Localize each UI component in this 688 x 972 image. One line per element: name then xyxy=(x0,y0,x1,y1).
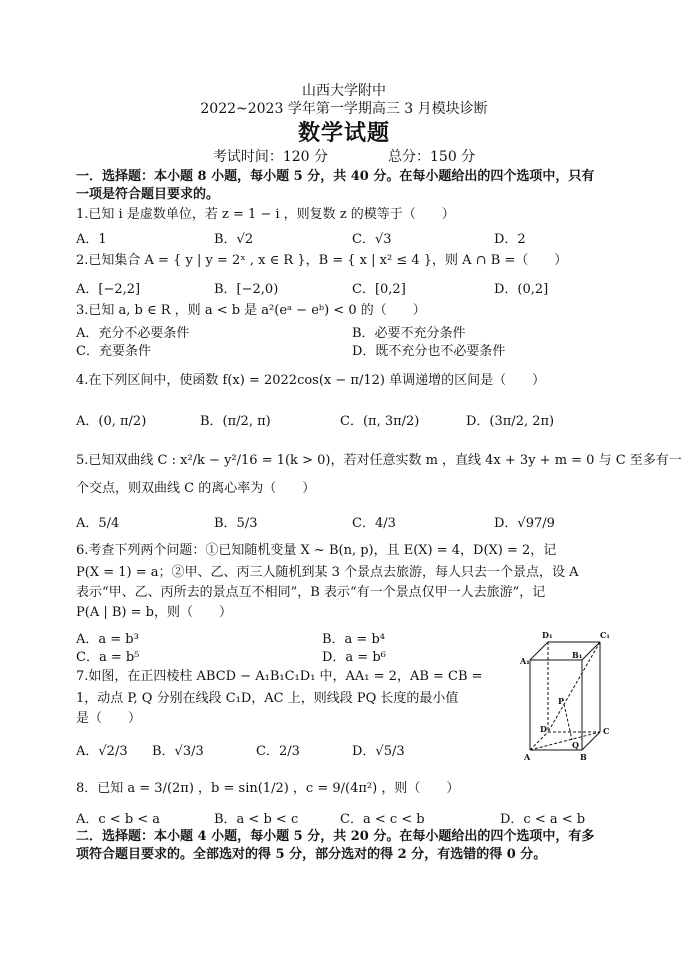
q4-stem: 4.在下列区间中，使函数 f(x) = 2022cos(x − π/12) 单调递增的区间是（ ） xyxy=(76,373,546,388)
q7-option-b: B．√3/3 xyxy=(152,744,204,759)
q8-option-c: C．a < c < b xyxy=(340,812,425,827)
fig-label-a: A xyxy=(524,752,531,762)
q6-option-d: D．a = b⁶ xyxy=(322,650,386,665)
fig-label-c: C xyxy=(603,726,610,736)
q6-option-a: A．a = b³ xyxy=(76,632,139,647)
edge-a1d1 xyxy=(530,642,548,660)
q2-option-d: D．(0,2] xyxy=(494,282,549,297)
q4-option-b: B．(π/2, π) xyxy=(200,414,271,429)
segment-pq xyxy=(564,704,572,740)
q4-option-a: A．(0, π/2) xyxy=(76,414,147,429)
exam-total: 总分：150 分 xyxy=(388,149,476,165)
q4-option-d: D．(3π/2, 2π) xyxy=(466,414,555,429)
fig-label-d: D xyxy=(540,724,547,734)
q5-option-c: C．4/3 xyxy=(352,516,396,531)
fig-label-d1: D₁ xyxy=(542,630,553,640)
q2-option-a: A．[−2,2] xyxy=(76,282,141,297)
q1-option-a: A．1 xyxy=(76,232,107,247)
segment-ac xyxy=(530,732,600,750)
q6-line-4: P(A | B) = b，则（ ） xyxy=(76,605,232,620)
q8-stem: 8．已知 a = 3/(2π) ，b = sin(1/2) ，c = 9/(4π²) ，则（ ） xyxy=(76,781,460,796)
q7-option-a: A．√2/3 xyxy=(76,744,128,759)
q6-line-3: 表示“甲、乙、丙所去的景点互不相同”，B 表示“有一个景点仅甲一人去旅游”，记 xyxy=(76,585,546,600)
section2-heading-1: 二．选择题：本小题 4 小题，每小题 5 分，共 20 分。在每小题给出的四个选项中，有多 xyxy=(76,829,595,844)
q2-stem: 2.已知集合 A = { y | y = 2ˣ , x ∈ R }，B = { x | x² ≤ 4 }，则 A ∩ B =（ ） xyxy=(76,253,568,268)
fig-label-b1: B₁ xyxy=(572,650,583,660)
q1-option-c: C．√3 xyxy=(352,232,392,247)
q8-option-a: A．c < b < a xyxy=(76,812,161,827)
q1-option-b: B．√2 xyxy=(214,232,254,247)
q3-option-c: C．充要条件 xyxy=(76,344,151,359)
q5-option-a: A．5/4 xyxy=(76,516,120,531)
q3-option-a: A．充分不必要条件 xyxy=(76,326,190,341)
q7-option-c: C．2/3 xyxy=(256,744,300,759)
term-line: 2022~2023 学年第一学期高三 3 月模块诊断 xyxy=(200,101,488,117)
exam-info xyxy=(0,146,688,166)
prism-figure xyxy=(520,628,616,764)
q8-option-b: B．a < b < c xyxy=(214,812,299,827)
q5-option-d: D．√97/9 xyxy=(494,516,555,531)
q7-line-2: 1，动点 P, Q 分别在线段 C₁D，AC 上，则线段 PQ 长度的最小值 xyxy=(76,691,459,706)
section2-heading-2: 项符合题目要求的。全部选对的得 5 分，部分选对的得 2 分，有选错的得 0 分。 xyxy=(76,847,547,862)
fig-label-p: P xyxy=(558,696,565,706)
q7-line-3: 是（ ） xyxy=(76,711,142,726)
q4-option-c: C．(π, 3π/2) xyxy=(340,414,420,429)
q1-stem: 1.已知 i 是虚数单位，若 z = 1 − i ，则复数 z 的模等于（ ） xyxy=(76,207,455,222)
q6-line-1: 6.考查下列两个问题：①已知随机变量 X ~ B(n, p)，且 E(X) = 4，D(X) = 2，记 xyxy=(76,543,557,558)
q1-option-d: D．2 xyxy=(494,232,526,247)
q6-option-c: C．a = b⁵ xyxy=(76,650,140,665)
q5-option-b: B．5/3 xyxy=(214,516,258,531)
fig-label-a1: A₁ xyxy=(520,656,530,666)
q7-option-d: D．√5/3 xyxy=(352,744,405,759)
fig-label-b: B xyxy=(580,752,587,762)
q3-option-d: D．既不充分也不必要条件 xyxy=(352,344,506,359)
q5-stem-2: 个交点，则双曲线 C 的离心率为（ ） xyxy=(76,481,316,496)
section1-heading-1: 一．选择题：本小题 8 小题，每小题 5 分，共 40 分。在每小题给出的四个选项中，只有 xyxy=(76,169,595,184)
page-title: 数学试题 xyxy=(297,120,390,146)
fig-label-q: Q xyxy=(572,740,579,750)
school-name: 山西大学附中 xyxy=(302,83,386,99)
fig-label-c1: C₁ xyxy=(600,630,610,640)
exam-time: 考试时间：120 分 xyxy=(212,149,328,165)
edge-ad xyxy=(530,732,548,750)
q2-option-c: C．[0,2] xyxy=(352,282,406,297)
q3-stem: 3.已知 a, b ∈ R ，则 a < b 是 a²(eᵃ − eᵇ) < 0 的（ ） xyxy=(76,303,426,318)
q7-line-1: 7.如图，在正四棱柱 ABCD − A₁B₁C₁D₁ 中，AA₁ = 2，AB = CB = xyxy=(76,669,483,684)
q8-option-d: D．c < a < b xyxy=(500,812,586,827)
q5-stem-1: 5.已知双曲线 C : x²/k − y²/16 = 1(k > 0)，若对任意实数 m ，直线 4x + 3y + m = 0 与 C 至多有一 xyxy=(76,453,682,468)
q2-option-b: B．[−2,0) xyxy=(214,282,279,297)
section1-heading-2: 一项是符合题目要求的。 xyxy=(76,187,220,202)
q6-line-2: P(X = 1) = a；②甲、乙、丙三人随机到某 3 个景点去旅游，每人只去一个景点，设 A xyxy=(76,565,579,580)
q3-option-b: B．必要不充分条件 xyxy=(352,326,466,341)
q6-option-b: B．a = b⁴ xyxy=(322,632,385,647)
